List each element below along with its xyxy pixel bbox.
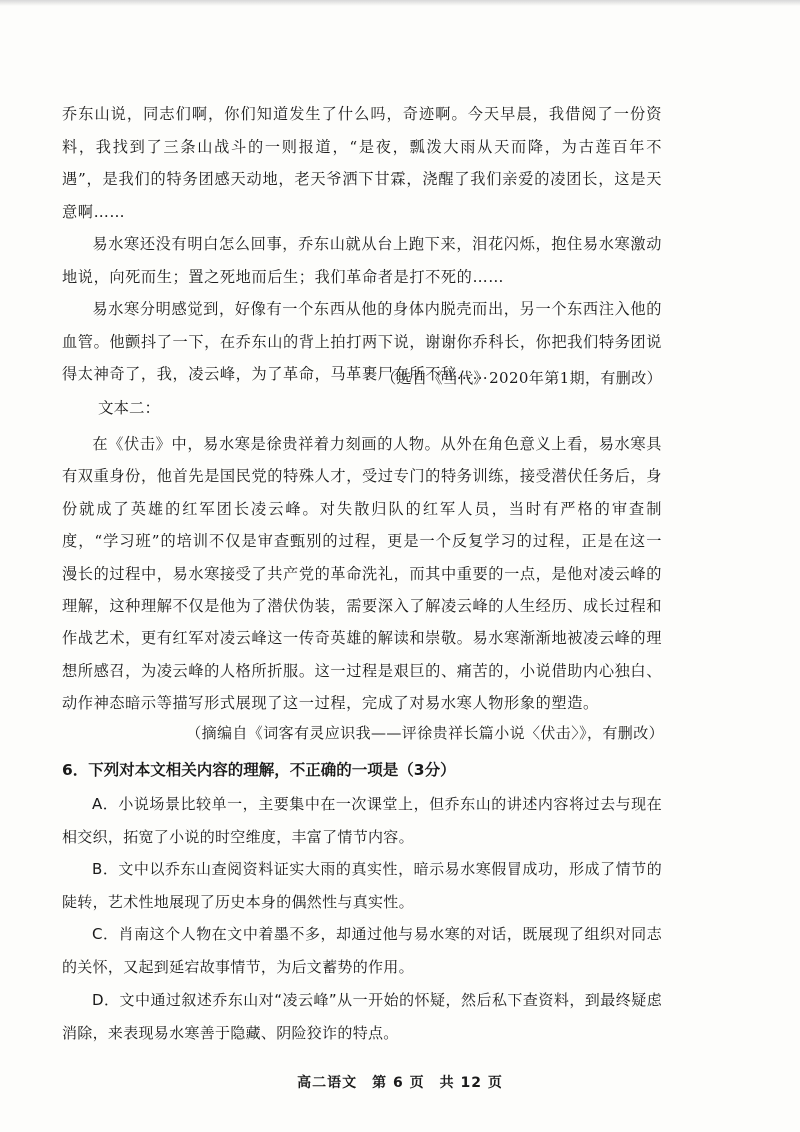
option-a: A．小说场景比较单一，主要集中在一次课堂上，但乔东山的讲述内容将过去与现在相交织，拓宽了小说的时空维度，丰富了情节内容。 bbox=[62, 795, 662, 846]
option-c: C．肖南这个人物在文中着墨不多，却通过他与易水寒的对话，既展现了组织对同志的关怀，又起到延宕故事情节，为后文蓄势的作用。 bbox=[62, 925, 662, 976]
story-text bbox=[62, 98, 662, 391]
question-stem: 6．下列对本文相关内容的理解，不正确的一项是（3分） bbox=[62, 761, 456, 779]
text2-body: 在《伏击》中，易水寒是徐贵祥着力刻画的人物。从外在角色意义上看，易水寒具有双重身份，他首先是国民党的特殊人才，受过专门的特务训练，接受潜伏任务后，身份就成了英雄的红军团长凌云峰。对失散归队的红军人员，当时有严格的审查制度，“学习班”的培训不仅是审查甄别的过程，更是一个反复学习的过程，正是在这一漫长的过程中，易水寒接受了共产党的革命洗礼，而其中重要的一点，是他对凌云峰的理解，这种理解不仅是他为了潜伏伪装，需要深入了解凌云峰的人生经历、成长过程和作战艺术，更有红军对凌云峰这一传奇英雄的解读和崇敬。易水寒渐渐地被凌云峰的理想所感召，为凌云峰的人格所折服。这一过程是艰巨的、痛苦的，小说借助内心独白、动作神态暗示等描写形式展现了这一过程，完成了对易水寒人物形象的塑造。 bbox=[62, 435, 662, 713]
page-footer: 高二语文 第 6 页 共 12 页 bbox=[297, 1075, 503, 1091]
text2-heading: 文本二： bbox=[98, 399, 161, 417]
option-d: D．文中通过叙述乔东山对“凌云峰”从一开始的怀疑，然后私下查资料，到最终疑虑消除，来表现易水寒善于隐藏、阴险狡诈的特点。 bbox=[62, 991, 662, 1042]
scan-edge bbox=[0, 0, 800, 6]
story-paragraph-2: 易水寒还没有明白怎么回事，乔东山就从台上跑下来，泪花闪烁，抱住易水寒激动地说，向死而生；置之死地而后生；我们革命者是打不死的…… bbox=[62, 235, 662, 286]
story-source: （选自《当代》2020年第1期，有删改） bbox=[381, 369, 662, 387]
option-b: B．文中以乔东山查阅资料证实大雨的真实性，暗示易水寒假冒成功，形成了情节的陡转，艺术性地展现了历史本身的偶然性与真实性。 bbox=[62, 860, 662, 911]
text2-source: （摘编自《词客有灵应识我——评徐贵祥长篇小说〈伏击〉》，有删改） bbox=[186, 724, 664, 742]
story-paragraph-3: 易水寒分明感觉到，好像有一个东西从他的身体内脱壳而出，另一个东西注入他的血管。他颤抖了一下，在乔东山的背上拍打两下说，谢谢你乔科长，你把我们特务团说得太神奇了，我，凌云峰，为了革命，马革裹尸在所不辞…… bbox=[62, 300, 662, 383]
story-paragraph-1: 乔东山说，同志们啊，你们知道发生了什么吗，奇迹啊。今天早晨，我借阅了一份资料，我找到了三条山战斗的一则报道，“是夜，瓢泼大雨从天而降，为古莲百年不遇”，是我们的特务团感天动地，老天爷洒下甘霖，浇醒了我们亲爱的凌团长，这是天意啊…… bbox=[62, 105, 662, 221]
